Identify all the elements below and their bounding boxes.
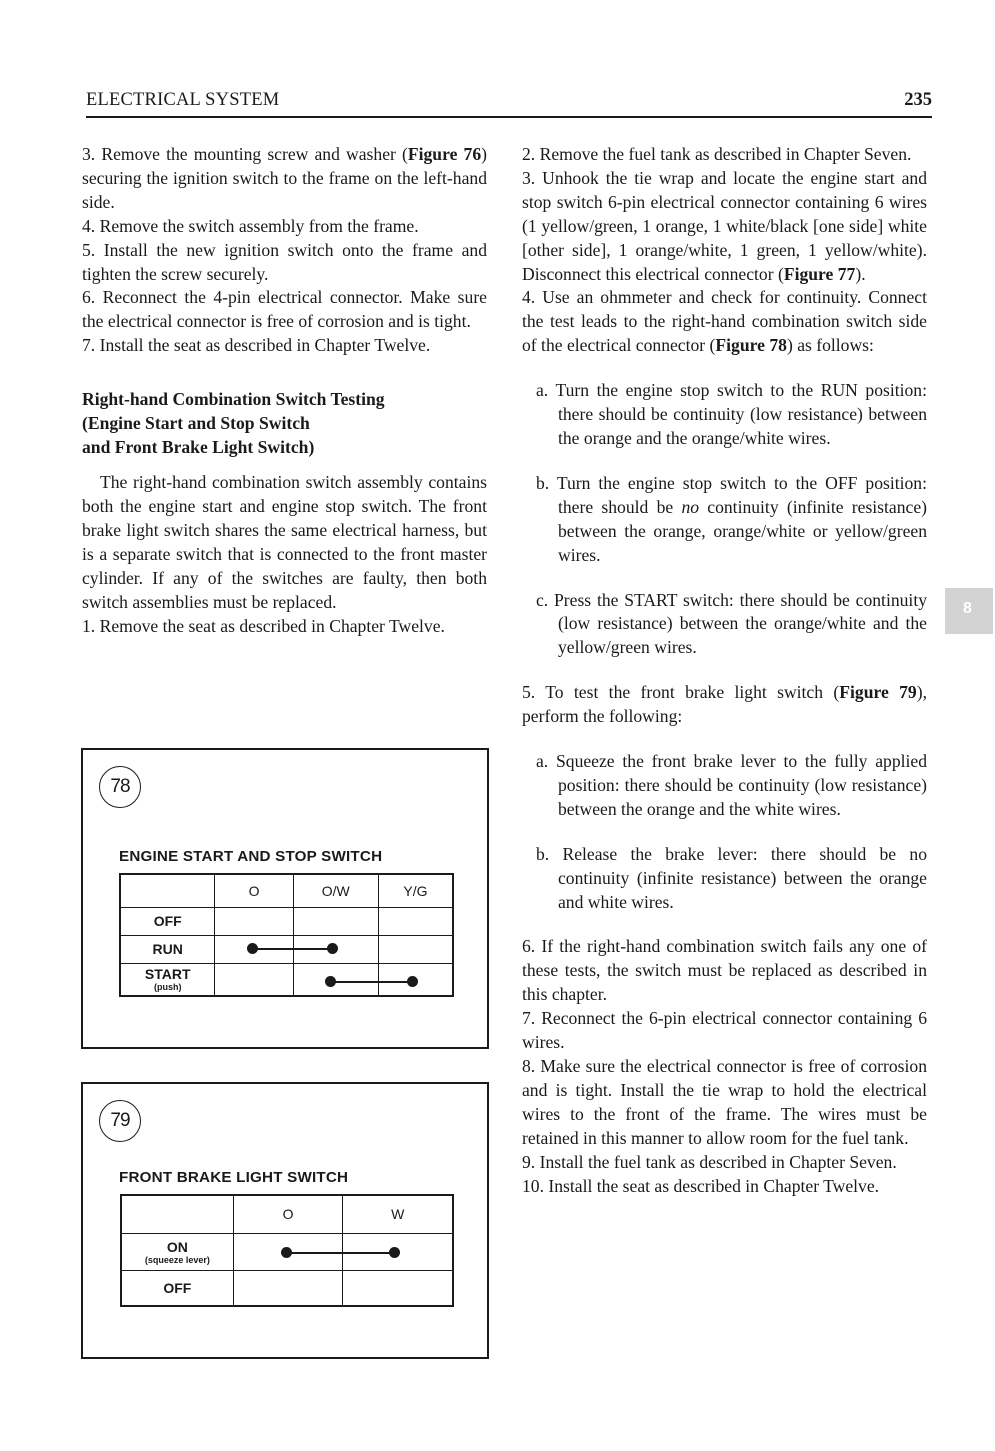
substep-4a: a. Turn the engine stop switch to the RUN position: there should be continuity (low resistance) between the orange and the orange/white wires. — [536, 380, 927, 448]
row-label: OFF — [120, 907, 215, 935]
column-header: O/W — [293, 874, 378, 907]
figure-number-badge: 78 — [99, 766, 141, 808]
continuity-dot — [247, 943, 258, 954]
step-5: 5. Install the new ignition switch onto the frame and tighten the screw securely. — [82, 239, 487, 284]
step-9: 9. Install the fuel tank as described in Chapter Seven. — [522, 1151, 897, 1172]
continuity-line — [287, 1252, 395, 1254]
row-label: ON (squeeze lever) — [121, 1233, 233, 1270]
column-header: W — [343, 1195, 453, 1233]
column-header: O — [233, 1195, 343, 1233]
column-header: Y/G — [378, 874, 453, 907]
continuity-dot — [281, 1247, 292, 1258]
continuity-line — [331, 981, 413, 983]
row-label: START (push) — [120, 963, 215, 996]
figure-ref: Figure 79 — [839, 682, 917, 703]
step-4: 4. Use an ohmmeter and check for continuity. Connect the test leads to the right-hand combination switch side of the electrical connector (Figure 78) as follows: — [522, 287, 927, 356]
figure-number-badge: 79 — [99, 1100, 141, 1142]
step-4: 4. Remove the switch assembly from the frame. — [82, 215, 419, 236]
step-10: 10. Install the seat as described in Chapter Twelve. — [522, 1175, 880, 1196]
step-6: 6. Reconnect the 4-pin electrical connector. Make sure the electrical connector is free of corrosion and is tight. — [82, 287, 487, 332]
step-3: 3. Unhook the tie wrap and locate the engine start and stop switch 6-pin electrical connector containing 6 wires (1 yellow/green, 1 orange, 1 white/black [one side] white [other side], 1 orange/white, 1 green, 1 yellow/white). Disconnect this electrical connector (Figure 77). — [522, 167, 927, 284]
figure-ref: Figure 77 — [783, 263, 856, 284]
substep-5a: a. Squeeze the front brake lever to the fully applied position: there should be continuity (low resistance) between the orange and the white wires. — [536, 751, 927, 819]
step-2: 2. Remove the fuel tank as described in Chapter Seven. — [522, 144, 912, 164]
right-column — [522, 143, 927, 1198]
step-7: 7. Reconnect the 6-pin electrical connector containing 6 wires. — [522, 1008, 927, 1053]
figure-ref: Figure 76 — [407, 144, 482, 164]
figure-title: ENGINE START AND STOP SWITCH — [119, 848, 383, 865]
page-header — [86, 88, 932, 118]
chapter-tab: 8 — [945, 588, 993, 634]
continuity-dot — [325, 976, 336, 987]
row-label: RUN — [120, 935, 215, 963]
figure-79 — [81, 1082, 489, 1359]
table-header-row — [121, 1195, 453, 1233]
row-label: OFF — [121, 1270, 233, 1306]
table-row — [121, 1270, 453, 1306]
left-column — [82, 143, 487, 639]
figure-title: FRONT BRAKE LIGHT SWITCH — [119, 1169, 349, 1186]
step-8: 8. Make sure the electrical connector is free of corrosion and is tight. Install the tie wrap to hold the electrical wires to the front of the frame. The wires must be retained in this manner to allow room for the fuel tank. — [522, 1056, 927, 1148]
continuity-dot — [407, 976, 418, 987]
switch-continuity-table — [119, 873, 454, 997]
column-header: O — [215, 874, 293, 907]
step-3: 3. Remove the mounting screw and washer (Figure 76) securing the ignition switch to the frame on the left-hand side. — [82, 144, 487, 212]
step-5: 5. To test the front brake light switch (Figure 79), perform the following: — [522, 682, 927, 727]
step-1: 1. Remove the seat as described in Chapter Twelve. — [82, 615, 445, 636]
table-header-row — [120, 874, 453, 907]
step-7: 7. Install the seat as described in Chapter Twelve. — [82, 335, 431, 356]
table-row — [120, 907, 453, 935]
figure-ref: Figure 78 — [715, 335, 787, 356]
substep-5b: b. Release the brake lever: there should be no continuity (infinite resistance) between the orange and white wires. — [536, 843, 927, 912]
step-6: 6. If the right-hand combination switch fails any one of these tests, the switch must be replaced as described in this chapter. — [522, 936, 927, 1005]
continuity-dot — [389, 1247, 400, 1258]
section-subheading: Right-hand Combination Switch Testing (Engine Start and Stop Switch and Front Brake Light Switch) — [82, 389, 385, 458]
page-number: 235 — [904, 90, 932, 110]
substep-4c: c. Press the START switch: there should be continuity (low resistance) between the orange/white and the yellow/green wires. — [536, 589, 927, 658]
section-title: ELECTRICAL SYSTEM — [86, 90, 280, 110]
continuity-line — [253, 948, 333, 950]
continuity-dot — [327, 943, 338, 954]
table-row — [120, 963, 453, 996]
figure-78 — [81, 748, 489, 1049]
intro-paragraph: The right-hand combination switch assembly contains both the engine start and engine stop switch. The front brake light switch shares the same electrical harness, but is a separate switch that is connected to the front master cylinder. If any of the switches are faulty, then both switch assemblies must be replaced. — [82, 472, 487, 612]
substep-4b: b. Turn the engine stop switch to the OFF position: there should be no continuity (infinite resistance) between the orange, orange/white or yellow/green wires. — [536, 472, 928, 565]
